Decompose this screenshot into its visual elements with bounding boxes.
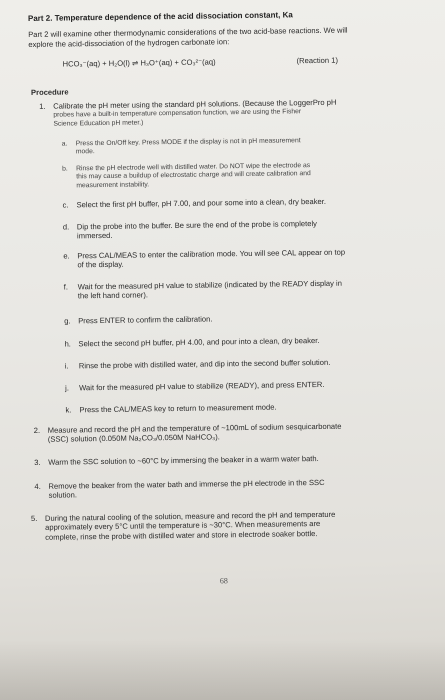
substep-d	[63, 219, 317, 241]
page-number: 68	[219, 576, 228, 586]
substep-e-mark: e.	[63, 251, 70, 261]
step-5-number: 5.	[30, 513, 38, 524]
substep-k-mark: k.	[65, 405, 72, 415]
substep-i-mark: i.	[64, 361, 69, 371]
step-4-number: 4.	[34, 481, 41, 491]
substep-f-mark: f.	[63, 282, 69, 292]
substep-h-line-1: Select the second pH buffer, pH 4.00, and pour into a clean, dry beaker.	[78, 335, 320, 349]
step-5-line-1: During the natural cooling of the solution, measure and record the pH and temperature	[44, 509, 336, 523]
substep-h-mark: h.	[64, 339, 71, 349]
substep-d-mark: d.	[62, 222, 70, 232]
substep-g-mark: g.	[64, 316, 71, 326]
step-5	[31, 510, 336, 542]
substep-f-line-2: the left hand corner).	[77, 290, 148, 301]
substep-j	[65, 380, 324, 393]
step-1-line-3: Science Education pH meter.)	[53, 119, 144, 128]
reaction-label: (Reaction 1)	[296, 55, 339, 66]
substep-a-mark: a.	[61, 140, 68, 148]
substep-j-mark: j.	[65, 383, 70, 393]
step-2-number: 2.	[33, 425, 41, 435]
substep-c-mark: c.	[62, 200, 69, 210]
step-5-line-3: complete, rinse the probe with distilled water and store in electrode soaker bottle.	[45, 528, 318, 542]
section-title: Part 2. Temperature dependence of the acid dissociation constant, Ka	[27, 10, 293, 24]
substep-b-line-3: measurement instability.	[76, 181, 150, 190]
step-1-number: 1.	[39, 101, 46, 111]
step-1-line-2: probes have a built-in temperature compensation function, we are using the Fisher	[53, 108, 302, 119]
step-3-number: 3.	[34, 457, 41, 467]
step-2-line-1: Measure and record the pH and the temperature of ~100mL of sodium sesquicarbonate	[47, 421, 342, 435]
step-2	[34, 422, 342, 445]
bottom-shadow	[0, 640, 445, 700]
step-3	[34, 454, 319, 467]
substep-b-mark: b.	[62, 165, 68, 173]
intro-line-2: explore the acid-dissociation of the hydrogen carbonate ion:	[28, 37, 230, 50]
substep-a-line-1: Press the On/Off key. Press MODE if the display is not in pH measurement	[75, 137, 301, 148]
substep-d-line-2: immersed.	[76, 231, 113, 241]
substep-i-line-1: Rinse the probe with distilled water, and dip into the second buffer solution.	[78, 357, 331, 371]
step-3-line-1: Warm the SSC solution to ~60°C by immersing the beaker in a warm water bath.	[48, 454, 319, 467]
substep-a	[62, 137, 301, 157]
intro-line-1: Part 2 will examine other thermodynamic considerations of the two acid-base reactions. We will	[28, 25, 348, 40]
reaction-equation: HCO₃⁻(aq) + H₂O(l) ⇌ H₃O⁺(aq) + CO₃²⁻(aq)	[62, 57, 216, 69]
step-4	[34, 478, 324, 501]
substep-g-line-1: Press ENTER to confirm the calibration.	[78, 314, 213, 326]
substep-e-line-2: of the display.	[77, 260, 124, 270]
substep-b-line-2: this may cause a buildup of electrostatic charge and will create calibration and	[76, 170, 311, 181]
step-1-line-1: Calibrate the pH meter using the standard pH solutions. (Because the LoggerPro pH	[53, 97, 337, 111]
step-5-line-2: approximately every 5°C until the temperature is ~30°C. When measurements are	[45, 519, 321, 533]
substep-e	[63, 248, 345, 271]
step-4-line-2: solution.	[48, 490, 78, 501]
substep-j-line-1: Wait for the measured pH value to stabilize (READY), and press ENTER.	[79, 379, 325, 393]
step-2-line-2: (SSC) solution (0.050M Na₂CO₃/0.050M NaHCO₃).	[47, 432, 220, 445]
substep-c-line-1: Select the first pH buffer, pH 7.00, and pour some into a clean, dry beaker.	[76, 196, 326, 210]
substep-b-line-1: Rinse the pH electrode well with distilled water. Do NOT wipe the electrode as	[76, 162, 311, 173]
substep-a-line-2: mode.	[75, 148, 95, 156]
substep-c	[63, 197, 326, 210]
substep-h	[64, 336, 319, 349]
substep-g	[64, 314, 212, 325]
substep-f-line-1: Wait for the measured pH value to stabilize (indicated by the READY display in	[77, 278, 343, 292]
substep-k	[65, 403, 276, 415]
step-4-line-1: Remove the beaker from the water bath and immerse the pH electrode in the SSC	[48, 477, 325, 491]
substep-k-line-1: Press the CAL/MEAS key to return to measurement mode.	[79, 402, 277, 415]
substep-f	[64, 279, 342, 302]
procedure-heading: Procedure	[30, 87, 69, 97]
substep-b	[62, 162, 311, 191]
substep-d-line-1: Dip the probe into the buffer. Be sure the end of the probe is completely	[76, 219, 317, 232]
substep-e-line-1: Press CAL/MEAS to enter the calibration mode. You will see CAL appear on top	[77, 247, 346, 261]
substep-i	[65, 358, 331, 371]
